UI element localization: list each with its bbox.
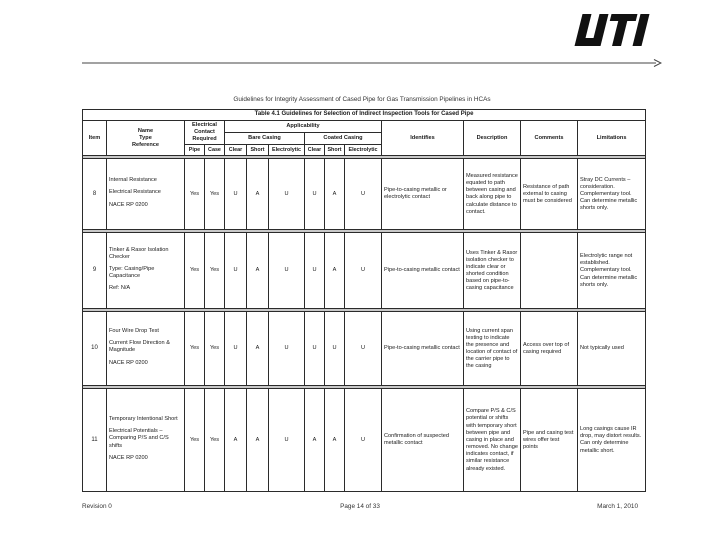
header-identifies: Identifies xyxy=(382,121,464,156)
tool-type: Type: Casing/Pipe Capacitance xyxy=(109,265,155,280)
header-applicability: Applicability xyxy=(225,121,382,133)
tool-reference: NACE RP 0200 xyxy=(109,454,148,461)
uti-logo-mark xyxy=(574,12,666,52)
item-number: 9 xyxy=(83,233,107,309)
header-arrow-line xyxy=(82,58,662,68)
item-number: 10 xyxy=(83,312,107,386)
header-bare-short: Short xyxy=(247,145,269,156)
bare-electrolytic: U xyxy=(269,159,305,230)
header-case: Case xyxy=(205,145,225,156)
bare-electrolytic: U xyxy=(269,233,305,309)
contact-pipe: Yes xyxy=(185,159,205,230)
identifies-cell: Pipe-to-casing metallic contact xyxy=(382,312,464,386)
header-coated-casing: Coated Casing xyxy=(305,133,382,145)
guidelines-table xyxy=(82,109,646,492)
bare-electrolytic: U xyxy=(269,312,305,386)
tool-type: Electrical Resistance xyxy=(109,189,161,196)
bare-short: A xyxy=(247,389,269,492)
bare-clear: U xyxy=(225,159,247,230)
tool-name: Internal Resistance xyxy=(109,177,157,184)
footer-date: March 1, 2010 xyxy=(597,503,638,510)
table-row xyxy=(83,159,646,230)
contact-case: Yes xyxy=(205,389,225,492)
tool-reference: NACE RP 0200 xyxy=(109,359,148,366)
contact-pipe: Yes xyxy=(185,233,205,309)
header-coated-electrolytic: Electrolytic xyxy=(345,145,382,156)
item-number: 8 xyxy=(83,159,107,230)
tool-name: Temporary Intentional Short xyxy=(109,416,178,423)
coated-short: A xyxy=(325,233,345,309)
coated-short: A xyxy=(325,159,345,230)
identifies-cell: Pipe-to-casing metallic or electrolytic contact xyxy=(382,159,464,230)
coated-electrolytic: U xyxy=(345,312,382,386)
limitations-cell: Not typically used xyxy=(578,312,646,386)
header-description: Description xyxy=(464,121,521,156)
coated-electrolytic: U xyxy=(345,233,382,309)
uti-logo xyxy=(574,12,666,52)
bare-clear: U xyxy=(225,233,247,309)
table-row xyxy=(83,312,646,386)
header-bare-electrolytic: Electrolytic xyxy=(269,145,305,156)
coated-electrolytic: U xyxy=(345,159,382,230)
tool-type: Current Flow Direction & Magnitude xyxy=(109,340,170,354)
header-pipe: Pipe xyxy=(185,145,205,156)
tool-reference: NACE RP 0200 xyxy=(109,201,148,208)
header-coated-clear: Clear xyxy=(305,145,325,156)
table-row xyxy=(83,233,646,309)
bare-electrolytic: U xyxy=(269,389,305,492)
comments-cell xyxy=(521,233,578,309)
name-type-reference xyxy=(107,159,185,230)
header-rule xyxy=(82,58,662,68)
tool-name: Tinker & Rasor Isolation Checker xyxy=(109,246,169,260)
bare-short: A xyxy=(247,312,269,386)
limitations-cell: Electrolytic range not established. Complementary tool. Can determine metallic shorts only. xyxy=(578,233,646,309)
name-type-reference xyxy=(107,389,185,492)
tool-type: Electrical Potentials – Comparing P/S and C/S shifts xyxy=(109,428,169,449)
identifies-cell: Pipe-to-casing metallic contact xyxy=(382,233,464,309)
document-heading: Guidelines for Integrity Assessment of Cased Pipe for Gas Transmission Pipelines in HCAs xyxy=(233,96,491,103)
name-type-reference xyxy=(107,233,185,309)
footer-revision: Revision 0 xyxy=(82,503,112,510)
bare-clear: A xyxy=(225,389,247,492)
contact-pipe: Yes xyxy=(185,312,205,386)
description-cell: Uses Tinker & Rasor isolation checker to indicate clear or shorted condition based on pipe-to-casing capacitance xyxy=(464,233,521,309)
limitations-cell: Stray DC Currents – consideration. Complementary tool. Can determine metallic shorts only. xyxy=(578,159,646,230)
tool-reference: Ref: N/A xyxy=(109,285,131,292)
comments-cell: Pipe and casing test wires offer test points xyxy=(521,389,578,492)
contact-pipe: Yes xyxy=(185,389,205,492)
comments-cell: Resistance of path external to casing must be considered xyxy=(521,159,578,230)
coated-clear: U xyxy=(305,233,325,309)
coated-clear: U xyxy=(305,159,325,230)
header-contact: Electrical Contact Required xyxy=(185,121,225,145)
identifies-cell: Confirmation of suspected metallic contact xyxy=(382,389,464,492)
bare-short: A xyxy=(247,233,269,309)
table-caption: Table 4.1 Guidelines for Selection of Indirect Inspection Tools for Cased Pipe xyxy=(83,110,646,121)
bare-short: A xyxy=(247,159,269,230)
bare-clear: U xyxy=(225,312,247,386)
header-coated-short: Short xyxy=(325,145,345,156)
tool-name: Four Wire Drop Test xyxy=(109,328,159,335)
coated-short: A xyxy=(325,389,345,492)
page-footer xyxy=(82,503,638,513)
header-comments: Comments xyxy=(521,121,578,156)
contact-case: Yes xyxy=(205,159,225,230)
description-cell: Compare P/S & C/S potential or shifts with temporary short between pipe and casing in place and removed. No change indicates contact, if similar resistance already existed. xyxy=(464,389,521,492)
description-cell: Using current span testing to indicate the presence and location of contact of the carrier pipe to the casing xyxy=(464,312,521,386)
table-row xyxy=(83,389,646,492)
comments-cell: Access over top of casing required xyxy=(521,312,578,386)
name-type-reference xyxy=(107,312,185,386)
description-cell: Measured resistance equated to path between casing and back along pipe to calculate distance to contact. xyxy=(464,159,521,230)
limitations-cell: Long casings cause IR drop, may distort results. Can only determine metallic short. xyxy=(578,389,646,492)
header-bare-clear: Clear xyxy=(225,145,247,156)
header-item: Item xyxy=(83,121,107,156)
coated-clear: U xyxy=(305,312,325,386)
contact-case: Yes xyxy=(205,233,225,309)
coated-short: U xyxy=(325,312,345,386)
coated-clear: A xyxy=(305,389,325,492)
header-bare-casing: Bare Casing xyxy=(225,133,305,145)
coated-electrolytic: U xyxy=(345,389,382,492)
contact-case: Yes xyxy=(205,312,225,386)
header-name: Name Type Reference xyxy=(107,121,185,156)
item-number: 11 xyxy=(83,389,107,492)
header-limitations: Limitations xyxy=(578,121,646,156)
footer-page-number: Page 14 of 33 xyxy=(340,503,380,510)
